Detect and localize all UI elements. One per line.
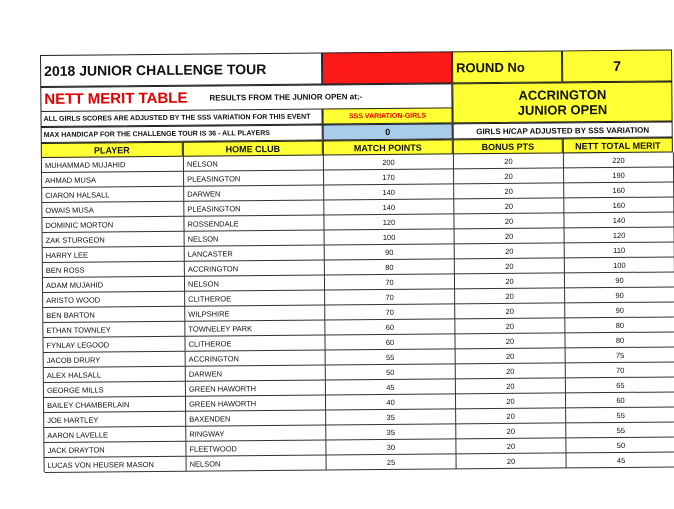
cell-match-points: 140: [324, 184, 454, 200]
table-title: NETT MERIT TABLE: [44, 89, 188, 108]
cell-club: TOWNELEY PARK: [185, 321, 325, 337]
round-number: 7: [562, 49, 672, 82]
cell-bonus-pts: 20: [455, 258, 565, 274]
cell-match-points: 45: [326, 379, 456, 395]
round-label: ROUND No: [452, 50, 562, 83]
cell-match-points: 35: [326, 409, 456, 425]
cell-nett-total: 55: [566, 407, 674, 423]
event-name-line1: ACCRINGTON: [518, 87, 607, 103]
cell-player: GEORGE MILLS: [44, 382, 186, 398]
cell-nett-total: 100: [565, 257, 674, 273]
cell-match-points: 60: [325, 334, 455, 350]
col-header-bonus-pts: BONUS PTS: [453, 138, 563, 154]
cell-bonus-pts: 20: [455, 228, 565, 244]
col-header-match-points: MATCH POINTS: [323, 139, 453, 155]
cell-club: ACCRINGTON: [186, 351, 326, 367]
red-banner-cell: [322, 51, 452, 84]
cell-bonus-pts: 20: [456, 378, 566, 394]
cell-nett-total: 70: [566, 362, 674, 378]
cell-match-points: 25: [327, 454, 457, 470]
cell-match-points: 70: [325, 304, 455, 320]
cell-club: NELSON: [187, 456, 327, 472]
cell-player: HARRY LEE: [43, 247, 185, 263]
cell-bonus-pts: 20: [456, 438, 566, 454]
cell-nett-total: 120: [565, 227, 674, 243]
cell-nett-total: 220: [564, 152, 674, 168]
col-header-nett-total: NETT TOTAL MERIT: [563, 137, 673, 153]
cell-bonus-pts: 20: [456, 423, 566, 439]
cell-nett-total: 140: [564, 212, 674, 228]
cell-nett-total: 160: [564, 182, 674, 198]
cell-bonus-pts: 20: [454, 153, 564, 169]
cell-match-points: 100: [325, 229, 455, 245]
cell-bonus-pts: 20: [455, 243, 565, 259]
girls-note: ALL GIRLS SCORES ARE ADJUSTED BY THE SSS VARIATION FOR THIS EVENT: [40, 109, 322, 127]
cell-nett-total: 80: [565, 332, 674, 348]
merit-title-row: [40, 83, 452, 111]
cell-nett-total: 90: [565, 272, 674, 288]
cell-bonus-pts: 20: [454, 168, 564, 184]
cell-bonus-pts: 20: [456, 393, 566, 409]
cell-nett-total: 110: [565, 242, 674, 258]
cell-match-points: 90: [325, 244, 455, 260]
cell-club: CLITHEROE: [185, 336, 325, 352]
cell-match-points: 60: [325, 319, 455, 335]
cell-bonus-pts: 20: [454, 198, 564, 214]
cell-player: JACK DRAYTON: [44, 442, 186, 458]
cell-match-points: 70: [325, 274, 455, 290]
cell-player: DOMINIC MORTON: [42, 217, 184, 233]
cell-player: AARON LAVELLE: [44, 427, 186, 443]
cell-bonus-pts: 20: [456, 363, 566, 379]
cell-bonus-pts: 20: [454, 213, 564, 229]
cell-club: RINGWAY: [186, 426, 326, 442]
cell-match-points: 55: [326, 349, 456, 365]
cell-club: ROSSENDALE: [184, 216, 324, 232]
event-name: [452, 81, 672, 123]
cell-club: DARWEN: [186, 366, 326, 382]
cell-match-points: 140: [324, 199, 454, 215]
cell-nett-total: 80: [565, 317, 674, 333]
cell-player: FYNLAY LEGOOD: [43, 337, 185, 353]
cell-nett-total: 50: [566, 437, 674, 453]
cell-club: LANCASTER: [185, 246, 325, 262]
cell-bonus-pts: 20: [455, 333, 565, 349]
cell-club: WILPSHIRE: [185, 306, 325, 322]
merit-table-sheet: [40, 49, 674, 471]
cell-club: GREEN HAWORTH: [186, 396, 326, 412]
tour-title: 2018 JUNIOR CHALLENGE TOUR: [40, 53, 322, 87]
cell-nett-total: 65: [566, 377, 674, 393]
cell-player: OWAIS MUSA: [42, 202, 184, 218]
cell-player: BEN ROSS: [43, 262, 185, 278]
cell-nett-total: 190: [564, 167, 674, 183]
cell-club: NELSON: [185, 276, 325, 292]
cell-player: ZAK STURGEON: [43, 232, 185, 248]
cell-bonus-pts: 20: [455, 303, 565, 319]
cell-match-points: 30: [326, 439, 456, 455]
cell-club: DARWEN: [184, 186, 324, 202]
cell-match-points: 35: [326, 424, 456, 440]
col-header-player: PLAYER: [41, 142, 183, 158]
results-from: RESULTS FROM THE JUNIOR OPEN at;-: [209, 92, 363, 103]
cell-player: BEN BARTON: [43, 307, 185, 323]
cell-match-points: 40: [326, 394, 456, 410]
cell-club: PLEASINGTON: [184, 171, 324, 187]
cell-player: ALEX HALSALL: [44, 367, 186, 383]
cell-nett-total: 60: [566, 392, 674, 408]
cell-bonus-pts: 20: [454, 183, 564, 199]
cell-player: ADAM MUJAHID: [43, 277, 185, 293]
cell-club: BAXENDEN: [186, 411, 326, 427]
col-header-club: HOME CLUB: [183, 141, 323, 157]
cell-match-points: 50: [326, 364, 456, 380]
cell-match-points: 170: [324, 169, 454, 185]
table-body: [41, 152, 674, 472]
cell-club: PLEASINGTON: [184, 201, 324, 217]
cell-player: AHMAD MUSA: [42, 172, 184, 188]
cell-player: BAILEY CHAMBERLAIN: [44, 397, 186, 413]
cell-nett-total: 75: [566, 347, 674, 363]
cell-player: JOE HARTLEY: [44, 412, 186, 428]
event-name-line2: JUNIOR OPEN: [517, 102, 608, 118]
cell-player: MUHAMMAD MUJAHID: [42, 157, 184, 173]
cell-match-points: 80: [325, 259, 455, 275]
sss-value: 0: [323, 123, 453, 140]
cell-player: ARISTO WOOD: [43, 292, 185, 308]
cell-club: NELSON: [184, 156, 324, 172]
max-handicap-note: MAX HANDICAP FOR THE CHALLENGE TOUR IS 36 - ALL PLAYERS: [41, 125, 323, 143]
cell-player: LUCAS VON HEUSER MASON: [45, 457, 187, 473]
cell-player: CIARON HALSALL: [42, 187, 184, 203]
cell-bonus-pts: 20: [455, 318, 565, 334]
cell-club: FLEETWOOD: [186, 441, 326, 457]
cell-club: CLITHEROE: [185, 291, 325, 307]
cell-match-points: 70: [325, 289, 455, 305]
cell-nett-total: 90: [565, 302, 674, 318]
cell-nett-total: 55: [566, 422, 674, 438]
cell-match-points: 200: [324, 154, 454, 170]
cell-player: JACOB DRURY: [44, 352, 186, 368]
girls-hcap-note: GIRLS H/CAP ADJUSTED BY SSS VARIATION: [453, 121, 673, 139]
cell-club: GREEN HAWORTH: [186, 381, 326, 397]
cell-bonus-pts: 20: [455, 273, 565, 289]
cell-player: ETHAN TOWNLEY: [43, 322, 185, 338]
cell-match-points: 120: [324, 214, 454, 230]
sss-label: SSS VARIATION-GIRLS: [322, 107, 452, 124]
cell-bonus-pts: 20: [457, 453, 567, 469]
cell-nett-total: 160: [564, 197, 674, 213]
cell-bonus-pts: 20: [456, 408, 566, 424]
cell-bonus-pts: 20: [455, 288, 565, 304]
cell-nett-total: 45: [566, 452, 674, 468]
cell-club: ACCRINGTON: [185, 261, 325, 277]
cell-bonus-pts: 20: [456, 348, 566, 364]
cell-club: NELSON: [185, 231, 325, 247]
cell-nett-total: 90: [565, 287, 674, 303]
